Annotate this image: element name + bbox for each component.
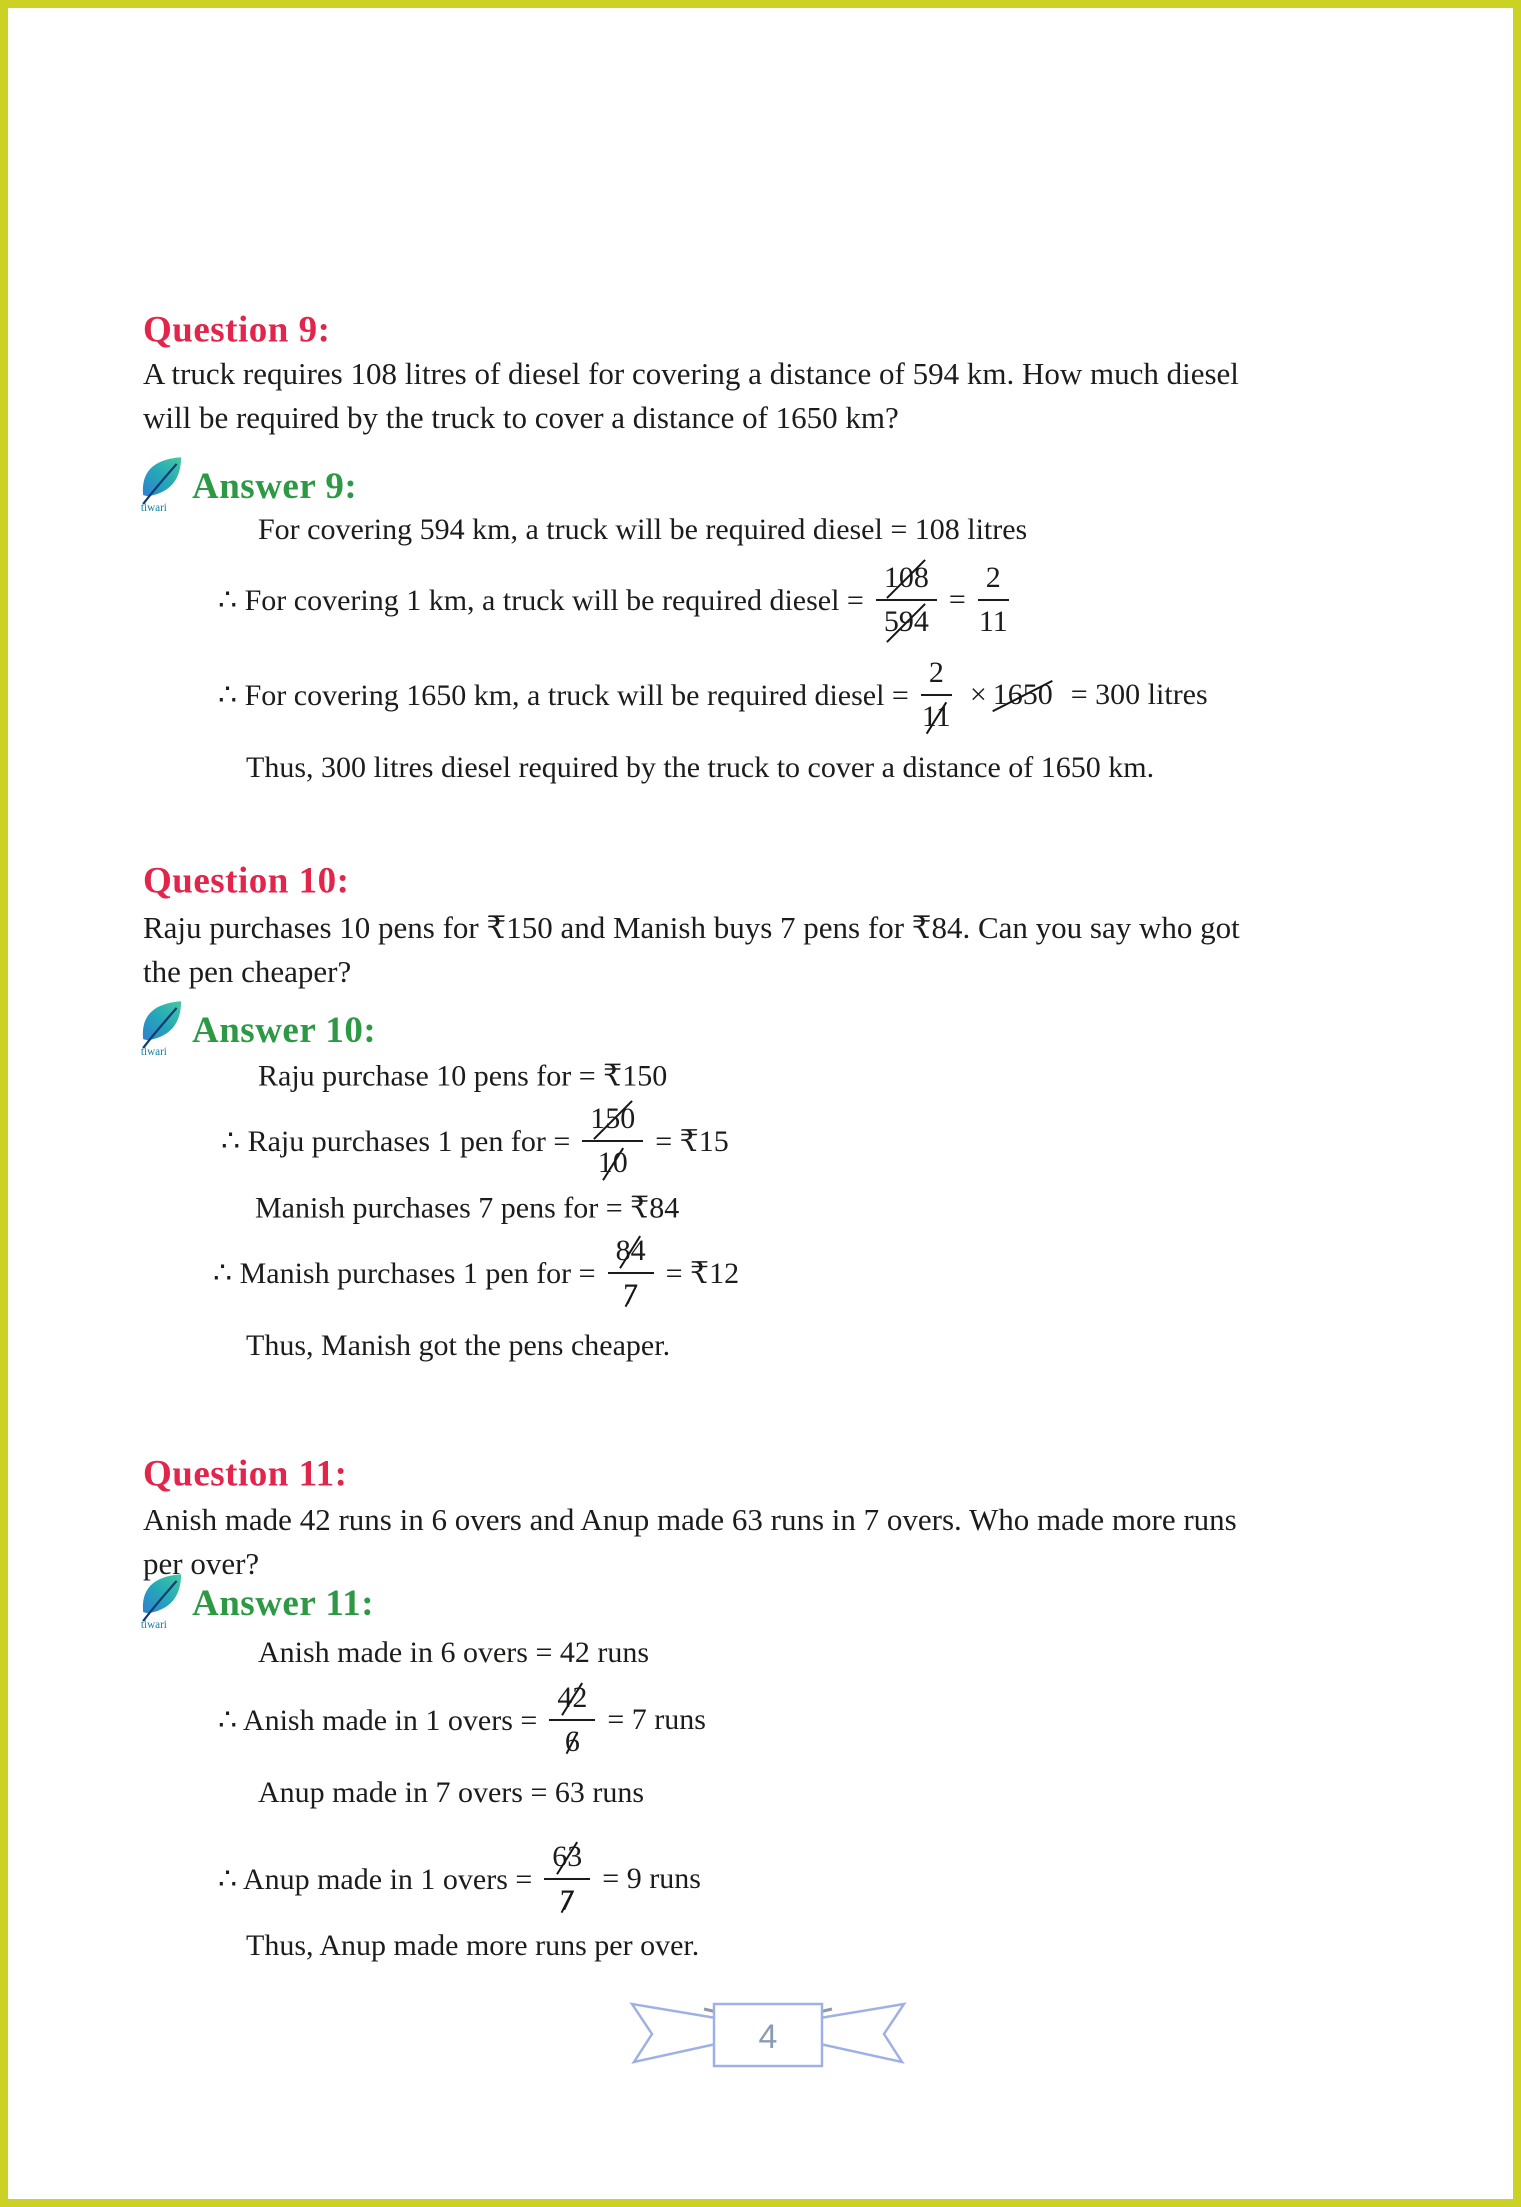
equation-prefix: ∴ Manish purchases 1 pen for =	[213, 1256, 596, 1290]
equation-prefix: ∴ For covering 1650 km, a truck will be required diesel =	[218, 678, 909, 712]
equation-result: = ₹15	[655, 1124, 729, 1158]
fraction	[582, 1101, 643, 1181]
answer-10-heading: Answer 10:	[192, 1009, 377, 1051]
fraction	[544, 1839, 590, 1919]
page-number: 4	[758, 2018, 778, 2056]
question-9-text	[143, 352, 1239, 440]
answer-11-equation-1	[218, 1680, 706, 1760]
answer-10-equation-1	[221, 1101, 729, 1181]
ribbon-right-tail	[820, 2004, 904, 2062]
tiwari-academy-logo-icon	[138, 999, 184, 1057]
answer-10-header	[138, 1001, 376, 1059]
fraction	[549, 1680, 595, 1760]
fraction	[978, 560, 1009, 640]
cancelled-number: 10	[597, 1146, 628, 1179]
logo-wordmark: tiwari	[140, 1045, 167, 1057]
answer-9-heading: Answer 9:	[192, 465, 358, 507]
equation-prefix: ∴ For covering 1 km, a truck will be required diesel =	[218, 583, 864, 617]
answer-10-equation-2	[213, 1233, 739, 1313]
cancelled-number: 108	[883, 561, 929, 594]
cancelled-number: 594	[883, 605, 929, 638]
cancelled-number: 84	[615, 1234, 646, 1267]
numerator: 2	[921, 655, 952, 696]
answer-9-header	[138, 457, 357, 515]
answer-11-equation-2	[218, 1839, 701, 1919]
answer-9-statement-1: For covering 594 km, a truck will be required diesel = 108 litres	[258, 513, 1028, 546]
equation-prefix: ∴ Raju purchases 1 pen for =	[221, 1124, 571, 1158]
question-9-line2: will be required by the truck to cover a distance of 1650 km?	[143, 400, 899, 435]
cancelled-number: 7	[623, 1278, 639, 1311]
equation-prefix: ∴ Anish made in 1 overs =	[218, 1703, 538, 1737]
question-9-heading: Question 9:	[143, 309, 331, 351]
equation-result: = 9 runs	[602, 1862, 701, 1895]
fraction	[921, 655, 952, 735]
cancelled-number: 63	[552, 1840, 583, 1873]
question-11-text	[143, 1498, 1237, 1586]
question-11-line2: per over?	[143, 1546, 260, 1581]
answer-9-conclusion: Thus, 300 litres diesel required by the truck to cover a distance of 1650 km.	[246, 751, 1155, 784]
equation-result: = 300 litres	[1070, 678, 1208, 711]
question-10-heading: Question 10:	[143, 860, 350, 902]
multiply-sign: ×	[969, 678, 987, 711]
answer-11-header	[138, 1574, 374, 1632]
answer-11-conclusion: Thus, Anup made more runs per over.	[246, 1929, 700, 1962]
denominator: 11	[978, 605, 1008, 638]
equation-result: = 7 runs	[607, 1703, 706, 1736]
tiwari-academy-logo-icon	[138, 455, 184, 513]
equation-prefix: ∴ Anup made in 1 overs =	[218, 1862, 533, 1896]
answer-10-statement-1: Raju purchase 10 pens for = ₹150	[258, 1059, 668, 1093]
answer-10-conclusion: Thus, Manish got the pens cheaper.	[246, 1329, 671, 1362]
answer-9-equation-1	[218, 560, 1021, 640]
cancelled-number: 6	[564, 1725, 580, 1758]
cancelled-number: 7	[559, 1884, 575, 1917]
equation-result: = ₹12	[665, 1256, 740, 1290]
question-9-line1: A truck requires 108 litres of diesel for covering a distance of 594 km. How much diesel	[143, 356, 1239, 391]
cancelled-number: 42	[557, 1681, 588, 1714]
question-10-line2: the pen cheaper?	[143, 954, 352, 989]
answer-11-heading: Answer 11:	[192, 1582, 375, 1624]
fraction	[876, 560, 937, 640]
ribbon-left-tail	[632, 2004, 716, 2062]
answer-10-statement-2: Manish purchases 7 pens for = ₹84	[255, 1191, 680, 1225]
answer-11-statement-2: Anup made in 7 overs = 63 runs	[258, 1776, 645, 1809]
equals-sign: =	[948, 583, 966, 616]
logo-wordmark: tiwari	[140, 1618, 167, 1630]
question-10-text	[143, 906, 1240, 994]
answer-9-equation-2	[218, 655, 1208, 735]
question-11-heading: Question 11:	[143, 1453, 348, 1495]
cancelled-number: 1650	[992, 678, 1053, 711]
question-11-line1: Anish made 42 runs in 6 overs and Anup made 63 runs in 7 overs. Who made more runs	[143, 1502, 1237, 1537]
tiwari-academy-logo-icon	[138, 1572, 184, 1630]
question-10-line1: Raju purchases 10 pens for ₹150 and Manish buys 7 pens for ₹84. Can you say who got	[143, 910, 1240, 945]
answer-11-statement-1: Anish made in 6 overs = 42 runs	[258, 1636, 650, 1669]
cancelled-number: 150	[590, 1102, 636, 1135]
cancelled-number: 11	[921, 700, 951, 733]
numerator: 2	[978, 560, 1009, 601]
fraction	[608, 1233, 654, 1313]
page-number-ribbon	[620, 1996, 916, 2080]
logo-wordmark: tiwari	[140, 501, 167, 513]
